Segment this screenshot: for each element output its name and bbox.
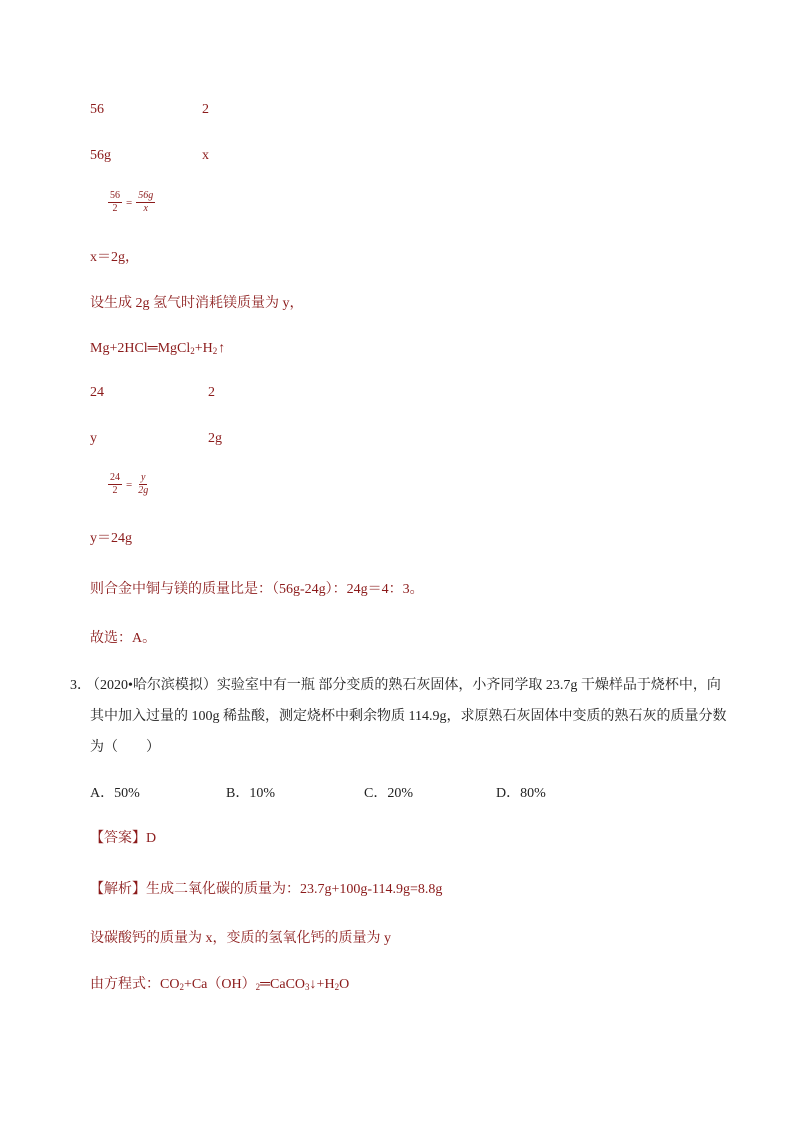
equation-end: O (339, 977, 350, 992)
answer-tag: 【答案】 (90, 831, 146, 846)
calc-row-4-left: y (90, 431, 97, 446)
question-text-line-2: 其中加入过量的 100g 稀盐酸，测定烧杯中剩余物质 114.9g，求原熟石灰固体中变质的熟石灰的质量分数 (90, 709, 727, 724)
equation-part: ═CaCO (260, 977, 306, 992)
result-x: x＝2g， (90, 250, 139, 265)
mass-ratio-line: 则合金中铜与镁的质量比是：（56g-24g）：24g＝4：3。 (90, 582, 424, 597)
fraction-denominator: 2 (112, 485, 118, 496)
answer-value: D (146, 831, 157, 846)
analysis-text: 生成二氧化碳的质量为：23.7g+100g-114.9g=8.8g (146, 882, 443, 897)
question-number: 3． (70, 678, 91, 693)
set-variables-line: 设碳酸钙的质量为 x，变质的氢氧化钙的质量为 y (90, 931, 391, 946)
fraction-denominator: x (143, 203, 148, 214)
chemical-equation-mg (90, 340, 225, 358)
subscript: 2 (179, 982, 184, 992)
calc-row-1-left: 56 (90, 102, 104, 117)
fraction-denominator: 2g (138, 485, 149, 496)
fraction-right (136, 473, 150, 496)
fraction-right (136, 191, 155, 214)
fraction-equation-2 (108, 473, 150, 496)
fraction-numerator: 24 (110, 472, 120, 483)
equals-sign: = (126, 478, 133, 491)
fraction-left (108, 191, 122, 214)
option-a: A．50% (90, 786, 140, 801)
choice-line: 故选：A。 (90, 631, 157, 646)
result-y: y＝24g (90, 531, 132, 546)
equation-plus: +H (194, 341, 213, 356)
calc-row-1-right: 2 (202, 102, 209, 117)
set-variable-y: 设生成 2g 氢气时消耗镁质量为 y， (90, 296, 304, 311)
fraction-denominator: 2 (112, 203, 118, 214)
option-c: C．20% (364, 786, 413, 801)
calc-row-3-right: 2 (208, 385, 215, 400)
calc-row-3-left: 24 (90, 385, 104, 400)
analysis-line (90, 881, 442, 899)
equals-sign: = (126, 196, 133, 209)
subscript: 3 (305, 982, 310, 992)
fraction-left (108, 473, 122, 496)
calc-row-4-right: 2g (208, 431, 222, 446)
fraction-numerator: 56 (110, 190, 120, 201)
subscript: 2 (212, 346, 218, 356)
equation-prefix: 由方程式：CO (90, 977, 180, 992)
subscript: 2 (334, 982, 340, 992)
subscript: 2 (255, 982, 261, 992)
calc-row-2-right: x (202, 148, 209, 163)
up-arrow-icon: ↑ (218, 341, 226, 356)
fraction-equation-1 (108, 191, 155, 214)
option-b: B．10% (226, 786, 275, 801)
option-d: D．80% (496, 786, 546, 801)
subscript: 2 (190, 346, 195, 356)
question-text-line-1: （2020•哈尔滨模拟）实验室中有一瓶 部分变质的熟石灰固体，小齐同学取 23.7g 干燥样品于烧杯中，向 (86, 678, 721, 693)
calc-row-2-left: 56g (90, 148, 111, 163)
question-text-line-3: 为（ ） (90, 740, 160, 755)
equation-part: ↓+H (309, 977, 335, 992)
fraction-numerator: y (140, 472, 146, 483)
fraction-numerator: 56g (138, 190, 154, 201)
equation-part: +Ca（OH） (183, 977, 256, 992)
analysis-tag: 【解析】 (90, 882, 146, 897)
chemical-equation-co2 (90, 976, 349, 994)
equation-lhs: Mg+2HCl═MgCl (90, 341, 191, 356)
answer-line (90, 830, 156, 848)
